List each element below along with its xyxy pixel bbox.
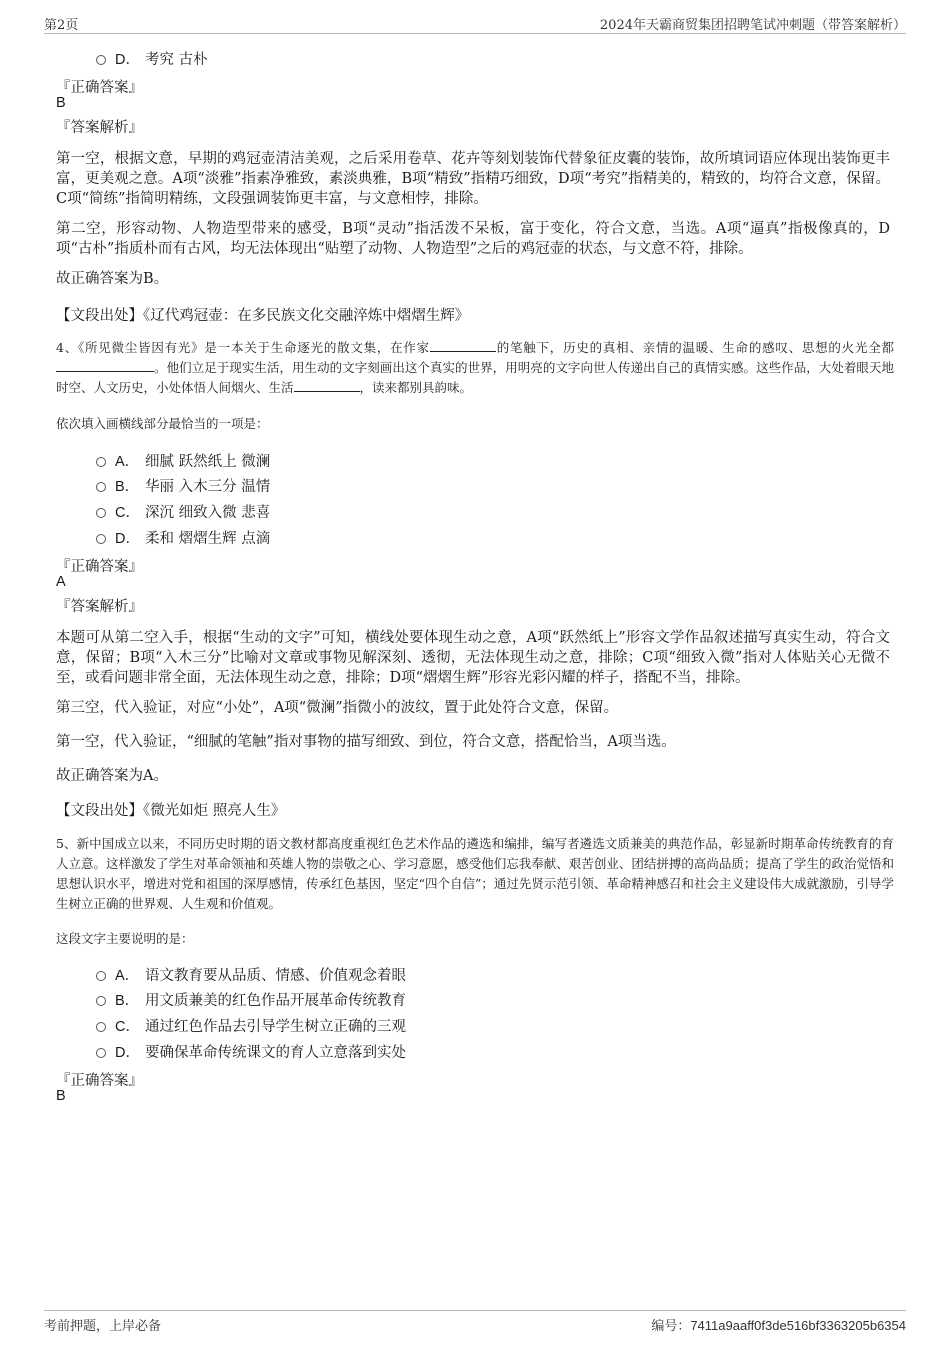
- option-text: 用文质兼美的红色作品开展革命传统教育: [145, 993, 406, 1009]
- page-header: [44, 12, 906, 34]
- blank-line: [430, 340, 496, 352]
- q5-option-a[interactable]: [96, 964, 406, 984]
- q4-source: 【文段出处】《微光如炬 照亮人生》: [56, 803, 286, 819]
- q3-source: 【文段出处】《辽代鸡冠壶：在多民族文化交融淬炼中熠熠生辉》: [56, 308, 470, 324]
- q4-option-c[interactable]: [96, 501, 270, 521]
- q3-correct-answer-label: 『正确答案』: [56, 80, 143, 96]
- option-text: 要确保革命传统课文的育人立意落到实处: [145, 1045, 406, 1061]
- option-letter: A．: [115, 454, 140, 470]
- q3-analysis-paragraph-3: 故正确答案为B。: [56, 271, 169, 287]
- option-text: 考究 古朴: [145, 52, 208, 68]
- option-text: 深沉 细致入微 悲喜: [145, 505, 271, 521]
- q4-text-part-2: 的笔触下，历史的真相、亲情的温暖、生命的感叹、思想的火光全都: [495, 340, 894, 355]
- q4-analysis-paragraph-1: 本题可从第二空入手，根据“生动的文字”可知，横线处要体现生动之意，A项“跃然纸上”形容文学作品叙述描写真实生动，符合文意，保留；B项“入木三分”比喻对文章或事物见解深刻、透彻，无法体现生动之意，排除；C项“细致入微”指对人体贴关心无微不至，或看问题非常全面，无法体现生动之意，排除；D项“熠熠生辉”形容光彩闪耀的样子，搭配不当，排除。: [56, 630, 890, 686]
- option-letter: D．: [115, 52, 140, 68]
- q4-analysis-paragraph-2: 第三空，代入验证，对应“小处”，A项“微澜”指微小的波纹，置于此处符合文意，保留。: [56, 700, 619, 716]
- q4-option-b[interactable]: [96, 475, 270, 495]
- q4-text-part-3: 。他们立足于现实生活，用生动的文字刻画出这个真实的世界，用明亮的文字向世人传递出自己的真情实感。这些作品，大处着眼天地时空、人文历史，小处体悟人间烟火、生活: [56, 360, 894, 395]
- option-letter: D．: [115, 1045, 140, 1061]
- option-text: 柔和 熠熠生辉 点滴: [145, 531, 271, 547]
- option-letter: A．: [115, 968, 140, 984]
- radio-button-icon[interactable]: [96, 55, 106, 65]
- q4-text-part-4: ，读来都别具韵味。: [359, 380, 473, 395]
- q5-option-b[interactable]: [96, 989, 406, 1009]
- q3-answer: B: [56, 95, 66, 111]
- radio-button-icon[interactable]: [96, 482, 106, 492]
- option-letter: B．: [115, 479, 140, 495]
- radio-button-icon[interactable]: [96, 1022, 106, 1032]
- q5-option-d[interactable]: [96, 1041, 406, 1061]
- q4-option-a[interactable]: [96, 450, 270, 470]
- radio-button-icon[interactable]: [96, 508, 106, 518]
- page-number: 第2页: [44, 18, 79, 33]
- q5-answer: B: [56, 1088, 66, 1104]
- option-text: 通过红色作品去引导学生树立正确的三观: [145, 1019, 406, 1035]
- q4-prompt: 依次填入画横线部分最恰当的一项是：: [56, 416, 269, 431]
- document-title: 2024年天霸商贸集团招聘笔试冲刺题（带答案解析）: [599, 18, 906, 33]
- q4-analysis-paragraph-4: 故正确答案为A。: [56, 768, 168, 784]
- q4-answer: A: [56, 574, 66, 590]
- radio-button-icon[interactable]: [96, 1048, 106, 1058]
- q4-question-text: [56, 338, 894, 398]
- option-text: 语文教育要从品质、情感、价值观念着眼: [145, 968, 406, 984]
- q4-option-d[interactable]: [96, 527, 270, 547]
- blank-line: [56, 360, 154, 372]
- q4-analysis-label: 『答案解析』: [56, 599, 143, 615]
- radio-button-icon[interactable]: [96, 971, 106, 981]
- q4-analysis-paragraph-3: 第一空，代入验证，“细腻的笔触”指对事物的描写细致、到位，符合文意，搭配恰当，A项当选。: [56, 734, 676, 750]
- blank-line: [294, 380, 360, 392]
- option-letter: C．: [115, 505, 140, 521]
- option-text: 细腻 跃然纸上 微澜: [145, 454, 271, 470]
- page-footer: [44, 1310, 906, 1336]
- q3-analysis-label: 『答案解析』: [56, 120, 143, 136]
- q5-option-c[interactable]: [96, 1015, 406, 1035]
- document-serial: 编号：7411a9aaff0f3de516bf3363205b6354: [651, 1318, 906, 1333]
- q3-analysis-paragraph-1: 第一空，根据文意，早期的鸡冠壶清洁美观，之后采用卷草、花卉等刻划装饰代替象征皮囊的装饰，故所填词语应体现出装饰更丰富，更美观之意。A项“淡雅”指素净雅致，素淡典雅，B项“精致”指精巧细致，D项“考究”指精美的，精致的，均符合文意，保留。C项“简练”指简明精练，文段强调装饰更丰富，与文意相悖，排除。: [56, 151, 890, 207]
- option-letter: C．: [115, 1019, 140, 1035]
- radio-button-icon[interactable]: [96, 996, 106, 1006]
- radio-button-icon[interactable]: [96, 457, 106, 467]
- radio-button-icon[interactable]: [96, 534, 106, 544]
- q5-prompt: 这段文字主要说明的是：: [56, 931, 194, 946]
- q3-option-d[interactable]: [96, 48, 208, 68]
- option-text: 华丽 入木三分 温情: [145, 479, 271, 495]
- q5-question-text: 5、新中国成立以来，不同历史时期的语文教材都高度重视红色艺术作品的遴选和编排，编写者遴选文质兼美的典范作品，彰显新时期革命传统教育的育人立意。这样激发了学生对革命领袖和英雄人物的崇敬之心、学习意愿，感受他们忘我奉献、艰苦创业、团结拼搏的高尚品质；提高了学生的政治觉悟和思想认识水平，增进对党和祖国的深厚感情，传承红色基因，坚定“四个自信”；通过先贤示范引领、革命精神感召和社会主义建设伟大成就激励，引导学生树立正确的世界观、人生观和价值观。: [56, 836, 894, 911]
- q5-correct-answer-label: 『正确答案』: [56, 1073, 143, 1089]
- option-letter: D．: [115, 531, 140, 547]
- q4-correct-answer-label: 『正确答案』: [56, 559, 143, 575]
- option-letter: B．: [115, 993, 140, 1009]
- footer-slogan: 考前押题，上岸必备: [44, 1319, 162, 1334]
- q4-text-part-1: 4、《所见微尘皆因有光》是一本关于生命逐光的散文集，在作家: [56, 340, 430, 355]
- q3-analysis-paragraph-2: 第二空，形容动物、人物造型带来的感受，B项“灵动”指活泼不呆板，富于变化，符合文意，当选。A项“逼真”指极像真的，D项“古朴”指质朴而有古风，均无法体现出“贴塑了动物、人物造型”之后的鸡冠壶的状态，与文意不符，排除。: [56, 221, 890, 257]
